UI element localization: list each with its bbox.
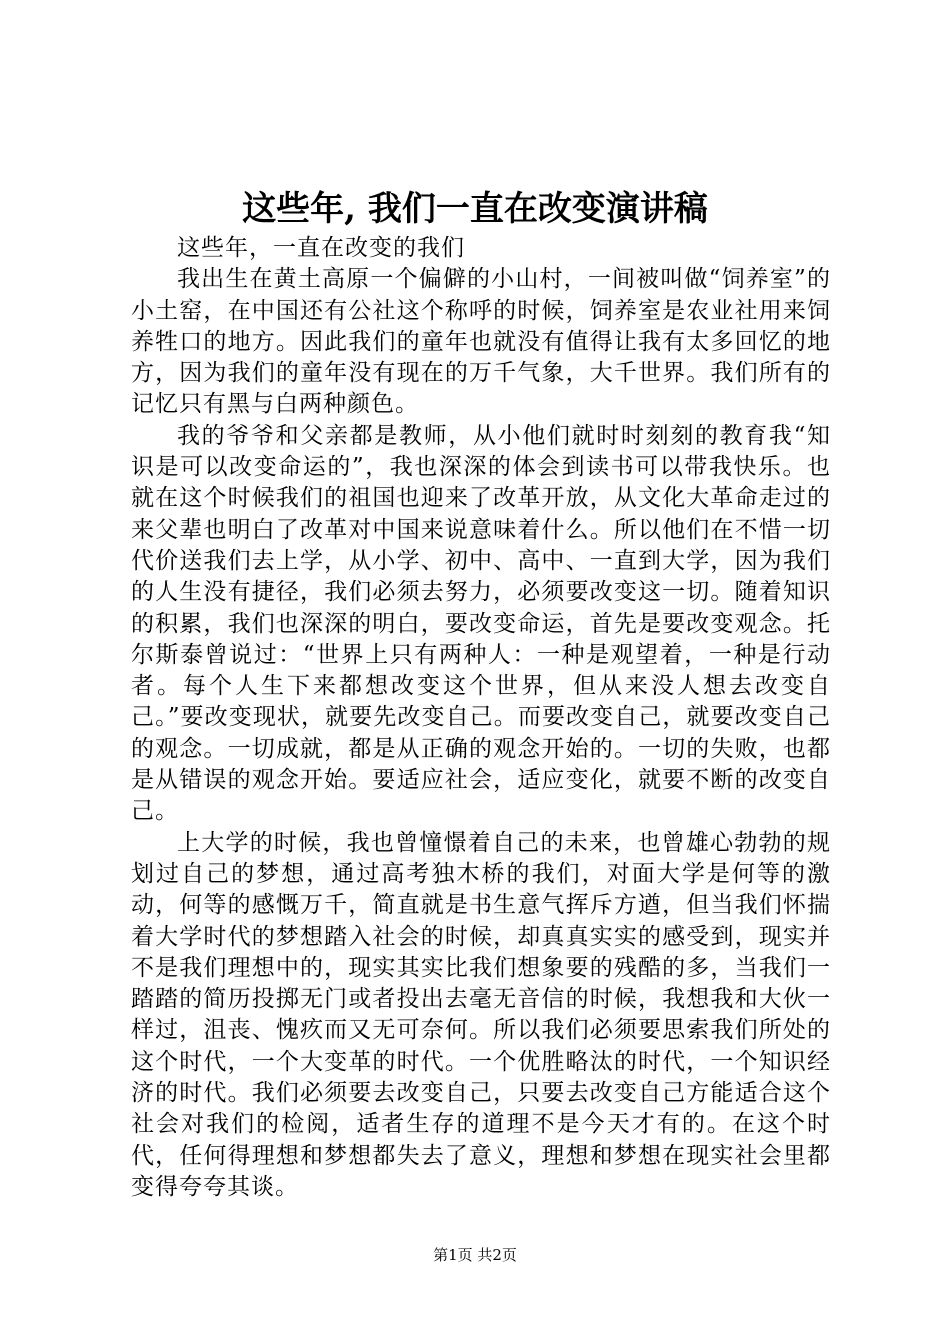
paragraph-childhood: 我出生在黄土高原一个偏僻的小山村，一间被叫做“饲养室”的小土窑，在中国还有公社这个称呼的时候，饲养室是农业社用来饲养牲口的地方。因此我们的童年也就没有值得让我有太多回忆的地方，因为我们的童年没有现在的万千气象，大千世界。我们所有的记忆只有黑与白两种颜色。 xyxy=(131,266,831,418)
paragraph-subtitle: 这些年，一直在改变的我们 xyxy=(177,235,465,261)
paragraph-university: 上大学的时候，我也曾憧憬着自己的未来，也曾雄心勃勃的规划过自己的梦想，通过高考独木桥的我们，对面大学是何等的激动，何等的感慨万千，简直就是书生意气挥斥方遒，但当我们怀揣着大学时代的梦想踏入社会的时候，却真真实实的感受到，现实并不是我们理想中的，现实其实比我们想象要的残酷的多，当我们一踏踏的简历投掷无门或者投出去毫无音信的时候，我想我和大伙一样过，沮丧、愧疚而又无可奈何。所以我们必须要思索我们所处的这个时代，一个大变革的时代。一个优胜略汰的时代，一个知识经济的时代。我们必须要去改变自己，只要去改变自己方能适合这个社会对我们的检阅，适者生存的道理不是今天才有的。在这个时代，任何得理想和梦想都失去了意义，理想和梦想在现实社会里都变得夸夸其谈。 xyxy=(131,829,831,1200)
paragraph-education: 我的爷爷和父亲都是教师，从小他们就时时刻刻的教育我“知识是可以改变命运的”，我也深深的体会到读书可以带我快乐。也就在这个时候我们的祖国也迎来了改革开放，从文化大革命走过的来父辈也明白了改革对中国来说意味着什么。所以他们在不惜一切代价送我们去上学，从小学、初中、高中、一直到大学，因为我们的人生没有捷径，我们必须去努力，必须要改变这一切。随着知识的积累，我们也深深的明白，要改变命运，首先是要改变观念。托尔斯泰曾说过：“世界上只有两种人：一种是观望着，一种是行动者。每个人生下来都想改变这个世界，但从来没人想去改变自己。”要改变现状，就要先改变自己。而要改变自己，就要改变自己的观念。一切成就，都是从正确的观念开始的。一切的失败，也都是从错误的观念开始。要适应社会，适应变化，就要不断的改变自己。 xyxy=(131,422,831,825)
page-title: 这些年, 我们一直在改变演讲稿 xyxy=(242,189,708,229)
page-footer: 第1页 共2页 xyxy=(433,1246,517,1264)
document-body xyxy=(131,233,831,1203)
